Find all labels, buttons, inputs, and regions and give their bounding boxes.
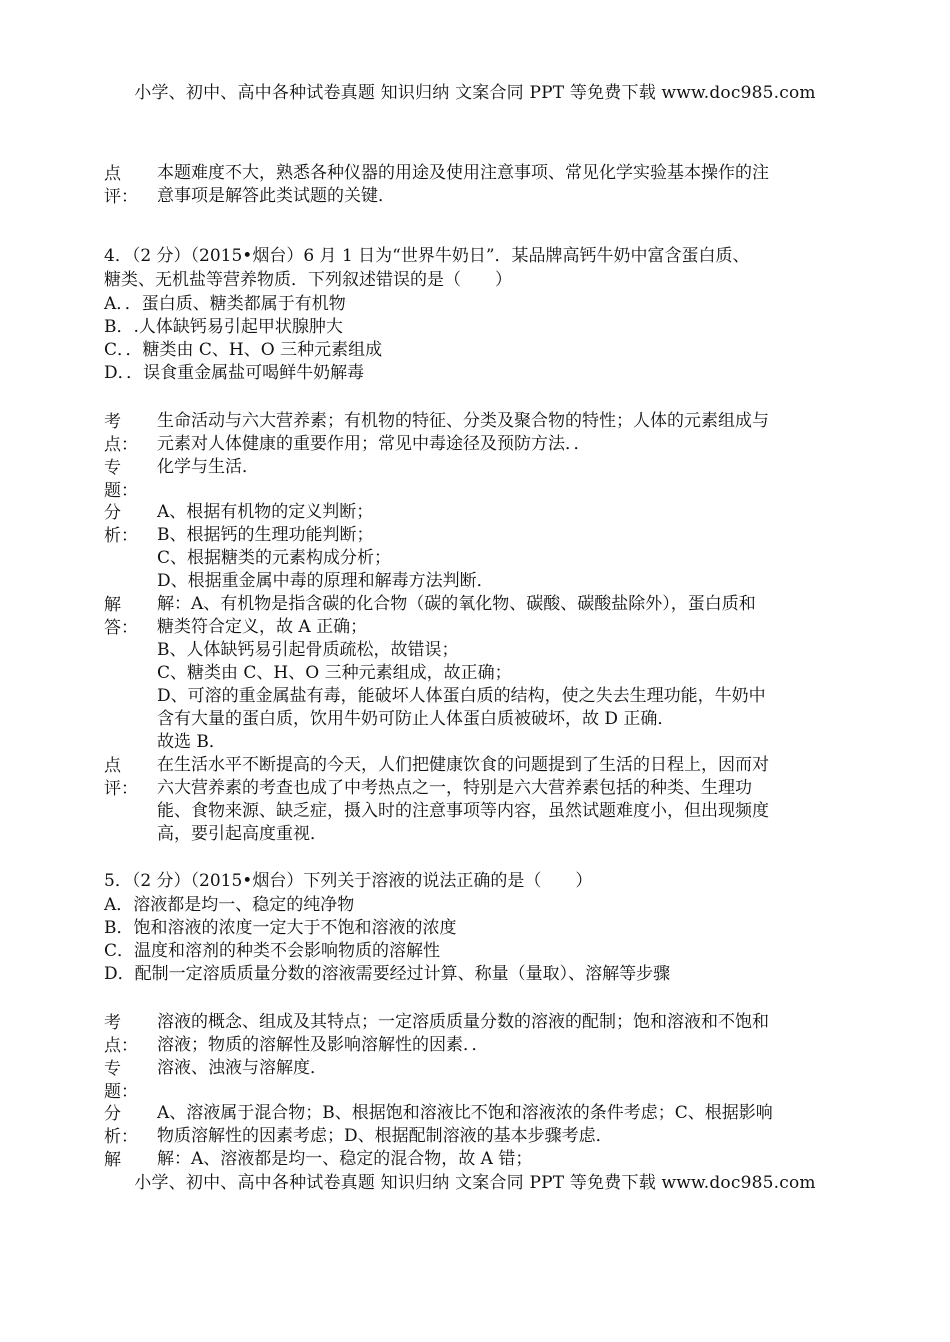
q4-jieda-tag-2: 答： (104, 618, 138, 638)
q5-kaodian-tag-2: 点： (104, 1036, 138, 1056)
q5-jieda-tag-1: 解 (104, 1150, 121, 1170)
header-banner: 小学、初中、高中各种试卷真题 知识归纳 文案合同 PPT 等免费下载 www.doc985.com (134, 83, 816, 103)
q5-fenxi-line-1: A、溶液属于混合物；B、根据饱和溶液比不饱和溶液浓的条件考虑；C、根据影响 (157, 1103, 773, 1123)
q5-option-b: B．饱和溶液的浓度一定大于不饱和溶液的浓度 (104, 918, 457, 938)
q4-fenxi-line-3: C、根据糖类的元素构成分析； (157, 548, 392, 568)
q5-stem: 5．（2 分）（2015•烟台）下列关于溶液的说法正确的是（ ） (104, 871, 593, 891)
q4-jieda-line-3: B、人体缺钙易引起骨质疏松，故错误； (157, 640, 459, 660)
q4-option-a: A．．蛋白质、糖类都属于有机物 (104, 294, 346, 314)
q4-kaodian-line-2: 元素对人体健康的重要作用；常见中毒途径及预防方法．． (157, 434, 591, 454)
comment-line-2: 意事项是解答此类试题的关键． (157, 186, 395, 206)
q4-dianping-tag-2: 评： (104, 779, 138, 799)
q4-jieda-line-5: D、可溶的重金属盐有毒，能破坏人体蛋白质的结构，使之失去生理功能，牛奶中 (157, 686, 766, 706)
q5-fenxi-tag-1: 分 (104, 1104, 121, 1124)
q4-fenxi-line-4: D、根据重金属中毒的原理和解毒方法判断． (157, 571, 494, 591)
q5-kaodian-line-1: 溶液的概念、组成及其特点；一定溶质质量分数的溶液的配制；饱和溶液和不饱和 (157, 1012, 769, 1032)
q4-stem-line-1: 4．（2 分）（2015•烟台）6 月 1 日为“世界牛奶日”．某品牌高钙牛奶中富含蛋白质、 (104, 246, 750, 266)
q4-kaodian-tag-1: 考 (104, 412, 121, 432)
q5-kaodian-tag-1: 考 (104, 1013, 121, 1033)
q4-fenxi-tag-2: 析： (104, 526, 138, 546)
comment-line-1: 本题难度不大，熟悉各种仪器的用途及使用注意事项、常见化学实验基本操作的注 (157, 163, 769, 183)
q4-jieda-line-2: 糖类符合定义，故 A 正确； (157, 617, 368, 637)
q4-fenxi-tag-1: 分 (104, 503, 121, 523)
footer-banner: 小学、初中、高中各种试卷真题 知识归纳 文案合同 PPT 等免费下载 www.doc985.com (134, 1173, 816, 1193)
q4-option-c: C．．糖类由 C、H、O 三种元素组成 (104, 340, 383, 360)
q4-dianping-line-4: 高，要引起高度重视． (157, 824, 327, 844)
q4-dianping-tag-1: 点 (104, 756, 121, 776)
q5-option-a: A．溶液都是均一、稳定的纯净物 (104, 895, 355, 915)
comment-tag-2: 评： (104, 187, 138, 207)
q4-dianping-line-1: 在生活水平不断提高的今天，人们把健康饮食的问题提到了生活的日程上，因而对 (157, 755, 769, 775)
q4-zhuanti-text: 化学与生活． (157, 457, 259, 477)
q5-zhuanti-tag-2: 题： (104, 1082, 138, 1102)
q4-kaodian-line-1: 生命活动与六大营养素；有机物的特征、分类及聚合物的特性；人体的元素组成与 (157, 411, 769, 431)
q4-zhuanti-tag-1: 专 (104, 458, 121, 478)
q4-jieda-line-4: C、糖类由 C、H、O 三种元素组成，故正确； (157, 663, 512, 683)
comment-tag-1: 点 (104, 164, 121, 184)
q4-option-d: D．．误食重金属盐可喝鲜牛奶解毒 (104, 363, 365, 383)
q4-jieda-line-6: 含有大量的蛋白质，饮用牛奶可防止人体蛋白质被破坏，故 D 正确． (157, 709, 675, 729)
q4-dianping-line-2: 六大营养素的考查也成了中考热点之一，特别是六大营养素包括的种类、生理功 (157, 778, 752, 798)
q4-option-b: B．.人体缺钙易引起甲状腺肿大 (104, 317, 343, 337)
q4-fenxi-line-2: B、根据钙的生理功能判断； (157, 525, 374, 545)
q5-zhuanti-text: 溶液、浊液与溶解度． (157, 1058, 327, 1078)
q5-jieda-line-1: 解：A、溶液都是均一、稳定的混合物，故 A 错； (157, 1149, 533, 1169)
q4-zhuanti-tag-2: 题： (104, 481, 138, 501)
q4-stem-line-2: 糖类、无机盐等营养物质．下列叙述错误的是（ ） (104, 270, 512, 290)
q4-dianping-line-3: 能、食物来源、缺乏症，摄入时的注意事项等内容，虽然试题难度小，但出现频度 (157, 801, 769, 821)
q5-fenxi-tag-2: 析： (104, 1127, 138, 1147)
q5-option-c: C．温度和溶剂的种类不会影响物质的溶解性 (104, 941, 441, 961)
q5-fenxi-line-2: 物质溶解性的因素考虑；D、根据配制溶液的基本步骤考虑． (157, 1126, 613, 1146)
q5-kaodian-line-2: 溶液；物质的溶解性及影响溶解性的因素．． (157, 1035, 489, 1055)
q4-kaodian-tag-2: 点： (104, 435, 138, 455)
q5-zhuanti-tag-1: 专 (104, 1059, 121, 1079)
q4-jieda-tag-1: 解 (104, 595, 121, 615)
q5-option-d: D．配制一定溶质质量分数的溶液需要经过计算、称量（量取）、溶解等步骤 (104, 964, 671, 984)
q4-jieda-line-7: 故选 B． (157, 732, 226, 752)
q4-jieda-line-1: 解：A、有机物是指含碳的化合物（碳的氧化物、碳酸、碳酸盐除外），蛋白质和 (157, 594, 756, 614)
q4-fenxi-line-1: A、根据有机物的定义判断； (157, 502, 374, 522)
